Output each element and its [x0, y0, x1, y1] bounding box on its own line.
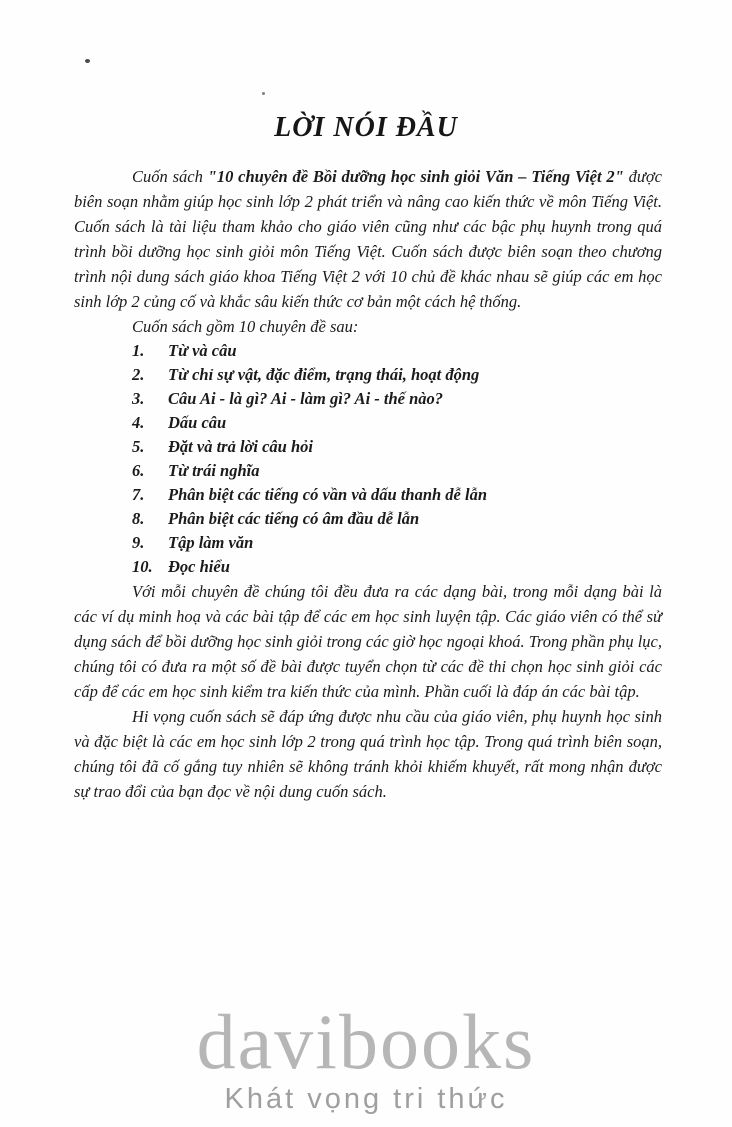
list-item-text: Từ trái nghĩa [168, 461, 260, 480]
list-item-number: 7. [132, 485, 145, 504]
referenced-book-title: "10 chuyên đề Bồi dưỡng học sinh giỏi Văn – Tiếng Việt 2" [207, 167, 624, 186]
list-item-text: Đặt và trả lời câu hỏi [168, 437, 313, 456]
list-item-number: 6. [132, 461, 145, 480]
paragraph-usage: Với mỗi chuyên đề chúng tôi đều đưa ra các dạng bài, trong mỗi dạng bài là các ví dụ minh hoạ và các bài tập để các em học sinh luyện tập. Các giáo viên có thể sử dụng sách để bồi dưỡng học sinh giỏi trong các giờ học ngoại khoá. Trong phần phụ lục, chúng tôi có đưa ra một số đề bài được tuyển chọn từ các đề thi chọn học sinh giỏi các cấp để các em học sinh kiểm tra kiến thức của mình. Phần cuối là đáp án các bài tập. [74, 582, 662, 701]
list-item-text: Từ và câu [168, 341, 237, 360]
list-item-number: 10. [132, 557, 153, 576]
list-item-number: 8. [132, 509, 145, 528]
paragraph-closing: Hi vọng cuốn sách sẽ đáp ứng được nhu cầu của giáo viên, phụ huynh học sinh và đặc biệt là các em học sinh lớp 2 trong quá trình học tập. Trong quá trình biên soạn, chúng tôi đã cố gắng tuy nhiên sẽ không tránh khỏi khiếm khuyết, rất mong nhận được sự trao đổi của bạn đọc về nội dung cuốn sách. [74, 707, 662, 801]
list-item-number: 1. [132, 341, 145, 360]
list-item [74, 483, 662, 507]
list-item-text: Dấu câu [168, 413, 227, 432]
paragraph-intro-rest: được biên soạn nhằm giúp học sinh lớp 2 phát triển và nâng cao kiến thức về môn Tiếng Việt. Cuốn sách là tài liệu tham khảo cho giáo viên cũng như các bậc phụ huynh trong quá trình bồi dưỡng học sinh giỏi môn Tiếng Việt. Cuốn sách được biên soạn theo chương trình nội dung sách giáo khoa Tiếng Việt 2 với 10 chủ đề khác nhau sẽ giúp các em học sinh lớp 2 củng cố và khắc sâu kiến thức cơ bản một cách hệ thống. [74, 167, 662, 311]
list-item [74, 363, 662, 387]
list-item [74, 435, 662, 459]
watermark-tagline: Khát vọng tri thức [224, 1083, 508, 1115]
scan-artifact [262, 92, 265, 95]
list-item-number: 9. [132, 533, 145, 552]
list-item-number: 3. [132, 389, 145, 408]
list-item-number: 4. [132, 413, 145, 432]
paragraph-intro [74, 164, 662, 314]
list-item-number: 2. [132, 365, 145, 384]
list-item [74, 339, 662, 363]
topic-list [74, 339, 662, 579]
page-content [74, 164, 662, 804]
paragraph-list-lead-in: Cuốn sách gồm 10 chuyên đề sau: [132, 317, 359, 336]
page-title: LỜI NÓI ĐẦU [274, 112, 458, 143]
list-item-text: Phân biệt các tiếng có vần và dấu thanh dễ lẫn [168, 485, 488, 504]
list-item-text: Đọc hiểu [168, 557, 230, 576]
list-item [74, 387, 662, 411]
list-item-text: Phân biệt các tiếng có âm đầu dễ lẫn [168, 509, 420, 528]
list-item-text: Từ chỉ sự vật, đặc điểm, trạng thái, hoạt động [168, 365, 480, 384]
list-item [74, 459, 662, 483]
list-item-text: Câu Ai - là gì? Ai - làm gì? Ai - thế nào? [168, 389, 444, 408]
watermark-brand: davibooks [196, 998, 536, 1085]
list-item [74, 531, 662, 555]
list-item [74, 555, 662, 579]
list-item [74, 411, 662, 435]
watermark [0, 998, 732, 1115]
list-item [74, 507, 662, 531]
paragraph-intro-lead: Cuốn sách [132, 167, 208, 186]
list-item-text: Tập làm văn [168, 533, 254, 552]
list-item-number: 5. [132, 437, 145, 456]
scan-artifact [85, 59, 90, 63]
